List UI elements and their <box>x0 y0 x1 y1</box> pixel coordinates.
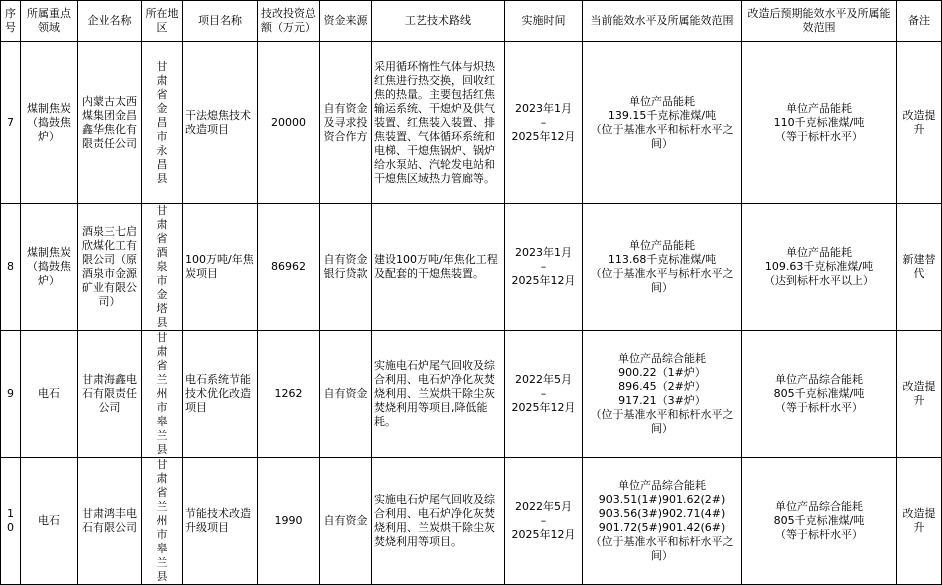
region-text: 甘肃省兰州市皋兰县 <box>156 331 168 456</box>
cell-current: 单位产品能耗 139.15千克标准煤/吨 （位于基准水平和标杆水平之间） <box>583 42 742 204</box>
cell-investment: 20000 <box>258 42 320 204</box>
table-row <box>1 331 942 458</box>
cell-current: 单位产品综合能耗 900.22（1#炉） 896.45（2#炉） 917.21（3#炉） （位于基准水平和标杆水平之间） <box>583 331 742 458</box>
cell-expected: 单位产品综合能耗 805千克标准煤/吨 （等于标杆水平） <box>742 331 897 458</box>
cell-seq: 7 <box>1 42 21 204</box>
cell-route: 建设100万吨/年焦化工程及配套的干熄焦装置。 <box>372 204 505 331</box>
cell-investment: 1990 <box>258 458 320 585</box>
cell-time: 2023年1月 – 2025年12月 <box>505 42 583 204</box>
cell-expected: 单位产品能耗 109.63千克标准煤/吨 （达到标杆水平以上） <box>742 204 897 331</box>
cell-field: 电石 <box>21 458 78 585</box>
cell-project: 电石系统节能技术优化改造项目 <box>183 331 258 458</box>
cell-company: 内蒙古太西煤集团金昌鑫华焦化有限责任公司 <box>78 42 142 204</box>
region-text: 甘肃省金昌市永昌县 <box>156 59 168 185</box>
header-current: 当前能效水平及所属能效范围 <box>583 1 742 42</box>
header-project: 项目名称 <box>183 1 258 42</box>
seq-text: 10 <box>7 507 14 534</box>
cell-fund: 自有资金 <box>320 331 372 458</box>
region-text: 甘肃省酒泉市金塔县 <box>156 204 168 329</box>
table-row <box>1 204 942 331</box>
header-row <box>1 1 942 42</box>
cell-time: 2023年1月 – 2025年12月 <box>505 204 583 331</box>
cell-region <box>142 42 183 204</box>
cell-time: 2022年5月 – 2025年12月 <box>505 458 583 585</box>
cell-field: 煤制焦炭（捣鼓焦炉） <box>21 204 78 331</box>
header-investment: 技改投资总额（万元） <box>258 1 320 42</box>
cell-company: 甘肃海鑫电石有限责任公司 <box>78 331 142 458</box>
cell-note: 改造提升 <box>897 42 942 204</box>
cell-region <box>142 458 183 585</box>
header-region: 所在地区 <box>142 1 183 42</box>
cell-company: 酒泉三七启欣煤化工有限公司（原酒泉市金源矿业有限公司） <box>78 204 142 331</box>
cell-project: 干法熄焦技术改造项目 <box>183 42 258 204</box>
cell-company: 甘肃鸿丰电石有限公司 <box>78 458 142 585</box>
cell-route: 实施电石炉尾气回收及综合利用、电石炉净化灰焚烧利用、兰炭烘干除尘灰焚烧利用等项目,降低能耗。 <box>372 331 505 458</box>
cell-field: 煤制焦炭（捣鼓焦炉） <box>21 42 78 204</box>
cell-fund: 自有资金 <box>320 458 372 585</box>
cell-investment: 1262 <box>258 331 320 458</box>
header-company: 企业名称 <box>78 1 142 42</box>
cell-route: 实施电石炉尾气回收及综合利用、电石炉净化灰焚烧利用、兰炭烘干除尘灰焚烧利用等项目。 <box>372 458 505 585</box>
cell-route: 采用循环惰性气体与炽热红焦进行热交换，回收红焦的热量。主要包括红焦输运系统、干熄炉及供气装置、红焦装入装置、排焦装置、气体循环系统和电梯、干熄焦锅炉、锅炉给水泵站、汽轮发电站和干熄焦区域热力管廊等。 <box>372 42 505 204</box>
cell-region <box>142 204 183 331</box>
cell-expected: 单位产品能耗 110千克标准煤/吨 （等于标杆水平） <box>742 42 897 204</box>
cell-note: 改造提升 <box>897 458 942 585</box>
cell-expected: 单位产品综合能耗 805千克标准煤/吨 （等于标杆水平） <box>742 458 897 585</box>
table-row <box>1 42 942 204</box>
cell-region <box>142 331 183 458</box>
cell-time: 2022年5月 – 2025年12月 <box>505 331 583 458</box>
cell-project: 节能技术改造升级项目 <box>183 458 258 585</box>
header-seq: 序号 <box>1 1 21 42</box>
cell-note: 改造提升 <box>897 331 942 458</box>
cell-note: 新建替代 <box>897 204 942 331</box>
cell-current: 单位产品综合能耗 903.51(1#)901.62(2#) 903.56(3#)902.71(4#) 901.72(5#)901.42(6#) （位于基准水平和标杆水平之间） <box>583 458 742 585</box>
cell-fund: 自有资金及寻求投资合作方 <box>320 42 372 204</box>
region-text: 甘肃省兰州市皋兰县 <box>156 458 168 583</box>
header-field: 所属重点领域 <box>21 1 78 42</box>
cell-seq <box>1 458 21 585</box>
header-fund: 资金来源 <box>320 1 372 42</box>
cell-fund: 自有资金银行贷款 <box>320 204 372 331</box>
cell-seq: 9 <box>1 331 21 458</box>
table-row <box>1 458 942 585</box>
cell-field: 电石 <box>21 331 78 458</box>
cell-current: 单位产品能耗 113.68千克标准煤/吨 （位于基准水平与标杆水平之间） <box>583 204 742 331</box>
header-time: 实施时间 <box>505 1 583 42</box>
cell-seq: 8 <box>1 204 21 331</box>
cell-investment: 86962 <box>258 204 320 331</box>
header-note: 备注 <box>897 1 942 42</box>
cell-project: 100万吨/年焦炭项目 <box>183 204 258 331</box>
header-route: 工艺技术路线 <box>372 1 505 42</box>
header-expected: 改造后预期能效水平及所属能效范围 <box>742 1 897 42</box>
